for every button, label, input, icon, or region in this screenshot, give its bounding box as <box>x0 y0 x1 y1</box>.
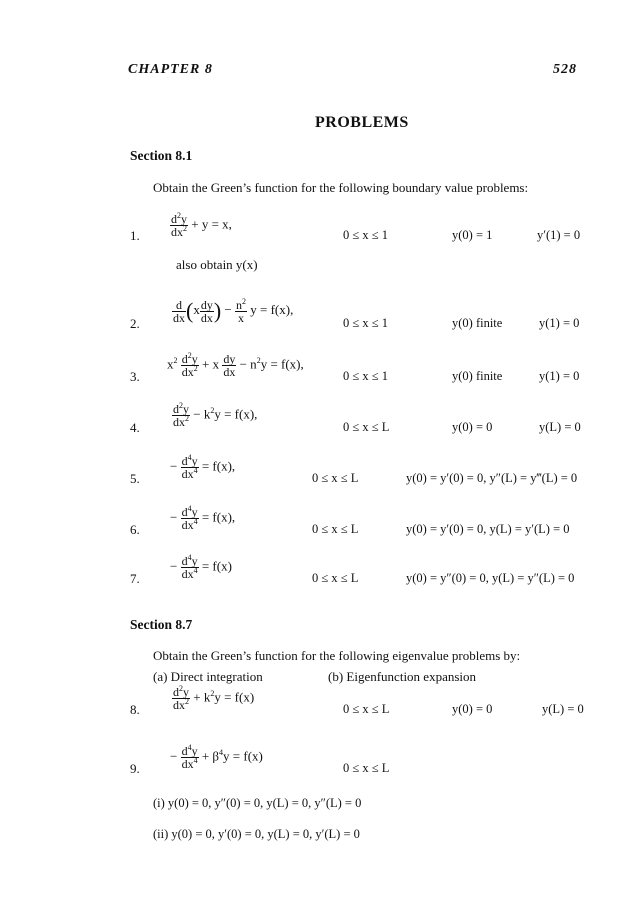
problem-number: 7. <box>130 571 140 586</box>
problem-number: 2. <box>130 316 140 331</box>
boundary-condition-2b: y(1) = 0 <box>539 316 580 330</box>
range-5: 0 ≤ x ≤ L <box>312 471 359 485</box>
boundary-conditions-6: y(0) = y′(0) = 0, y(L) = y′(L) = 0 <box>406 522 570 536</box>
equation-1: $\frac{d^2y}{dx^2}$ + y = x, <box>171 211 232 239</box>
boundary-conditions-7: y(0) = y″(0) = 0, y(L) = y″(L) = 0 <box>406 571 575 585</box>
equation-3: $x^2$ $\frac{d^2y}{dx^2}$ + x $\frac{dy}{dx}$ − $n^2y = f(x)$, <box>167 351 304 379</box>
equation-2: $\frac{d}{dx}$ (x $\frac{dy}{dx}$ ) − $\frac{n^2}{x}$ y = f(x), <box>173 296 294 325</box>
boundary-condition-3a: y(0) finite <box>452 369 503 383</box>
chapter-label: CHAPTER 8 <box>128 62 213 77</box>
boundary-condition-4a: y(0) = 0 <box>452 420 493 434</box>
problem-number: 3. <box>130 369 140 384</box>
boundary-conditions-5: y(0) = y′(0) = 0, y″(L) = y‴(L) = 0 <box>406 471 578 485</box>
problem-number: 1. <box>130 228 140 243</box>
section-heading-8-1: Section 8.1 <box>130 148 193 163</box>
equation-9: − $\frac{d^4y}{dx^4}$ + $\beta^4y = f(x)$ <box>170 743 263 771</box>
boundary-condition-1b: y′(1) = 0 <box>537 228 581 242</box>
boundary-case-i: (i) y(0) = 0, y″(0) = 0, y(L) = 0, y″(L) = 0 <box>153 796 362 810</box>
range-6: 0 ≤ x ≤ L <box>312 522 359 536</box>
problem-number: 8. <box>130 702 140 717</box>
boundary-condition-2a: y(0) finite <box>452 316 503 330</box>
method-option-b: (b) Eigenfunction expansion <box>328 669 477 684</box>
range-4: 0 ≤ x ≤ L <box>343 420 390 434</box>
boundary-condition-8a: y(0) = 0 <box>452 702 493 716</box>
boundary-condition-8b: y(L) = 0 <box>542 702 584 716</box>
boundary-case-ii: (ii) y(0) = 0, y′(0) = 0, y(L) = 0, y′(L) = 0 <box>153 827 360 841</box>
boundary-condition-1a: y(0) = 1 <box>452 228 493 242</box>
equation-7: − $\frac{d^4y}{dx^4}$ = f(x) <box>170 553 232 581</box>
range-8: 0 ≤ x ≤ L <box>343 702 390 716</box>
section-intro: Obtain the Green’s function for the following eigenvalue problems by: <box>153 648 521 663</box>
section-intro: Obtain the Green’s function for the following boundary value problems: <box>153 180 529 195</box>
section-heading-8-7: Section 8.7 <box>130 617 193 632</box>
range-7: 0 ≤ x ≤ L <box>312 571 359 585</box>
problem-number: 9. <box>130 761 140 776</box>
method-option-a: (a) Direct integration <box>153 669 263 684</box>
boundary-condition-3b: y(1) = 0 <box>539 369 580 383</box>
problem-number: 4. <box>130 420 140 435</box>
range-1: 0 ≤ x ≤ 1 <box>343 228 388 242</box>
problem-number: 6. <box>130 522 140 537</box>
equation-5: − $\frac{d^4y}{dx^4}$ = f(x), <box>170 453 236 481</box>
equation-8: $\frac{d^2y}{dx^2}$ + $k^2y = f(x)$ <box>173 684 255 712</box>
range-2: 0 ≤ x ≤ 1 <box>343 316 388 330</box>
page-number: 528 <box>553 62 577 77</box>
equation-4: $\frac{d^2y}{dx^2}$ − $k^2y = f(x)$, <box>173 401 258 429</box>
range-3: 0 ≤ x ≤ 1 <box>343 369 388 383</box>
problem-note: also obtain y(x) <box>176 257 258 272</box>
equation-6: − $\frac{d^4y}{dx^4}$ = f(x), <box>170 504 236 532</box>
page-title: PROBLEMS <box>315 114 409 131</box>
boundary-condition-4b: y(L) = 0 <box>539 420 581 434</box>
problem-number: 5. <box>130 471 140 486</box>
range-9: 0 ≤ x ≤ L <box>343 761 390 775</box>
